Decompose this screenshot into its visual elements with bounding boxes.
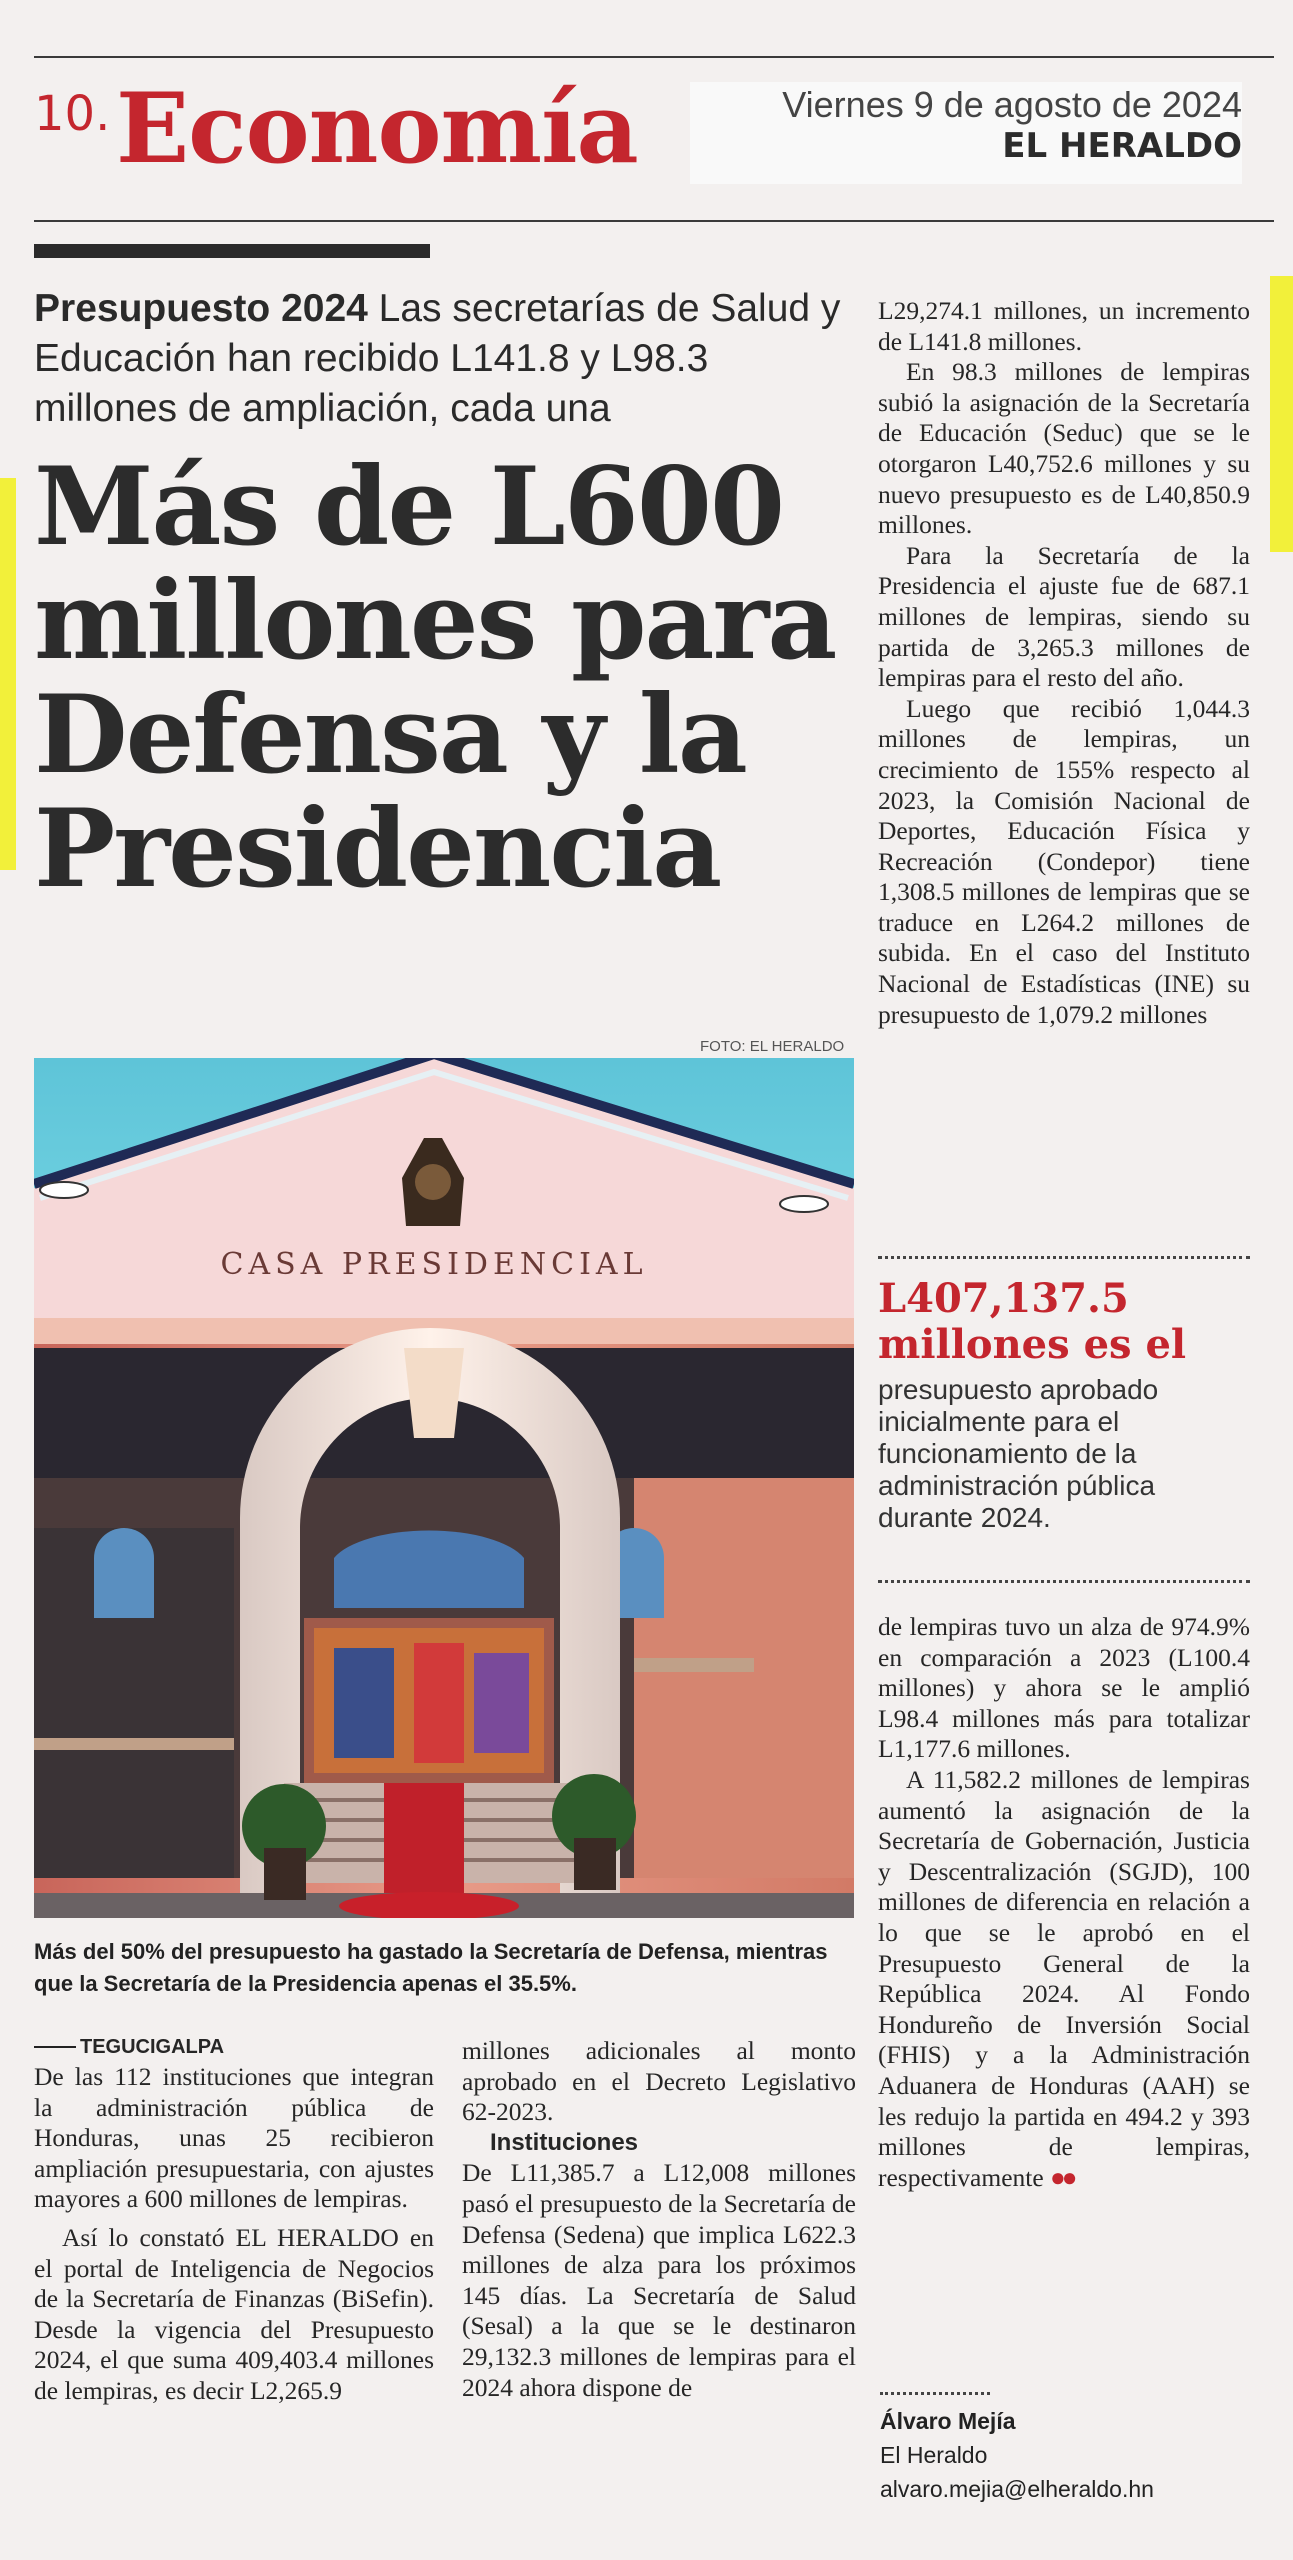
paragraph: En 98.3 millones de lempiras subió la asignación de la Secretaría de Educación (Seduc) que se le otorgaron L40,752.6 millones y su nuevo presupuesto es de L40,850.9 millones.: [878, 357, 1250, 540]
paragraph: millones adicionales al monto aprobado en el Decreto Legislativo 62-2023.: [462, 2036, 856, 2127]
kicker-text: Las secretarías de Salud y Educación han recibido L141.8 y L98.3 millones de ampliación, cada una: [34, 287, 841, 430]
paragraph: de lempiras tuvo un alza de 974.9% en comparación a 2023 (L100.4 millones) y ahora se le amplió L98.4 millones más para totalizar L1,177.6 millones.: [878, 1612, 1250, 1764]
paragraph: [878, 1765, 1250, 2193]
byline: [880, 2404, 1250, 2506]
photo-caption: Más del 50% del presupuesto ha gastado la Secretaría de Defensa, mientras que la Secretaría de la Presidencia apenas el 35.5%.: [34, 1939, 828, 1996]
dateline-dash: [34, 2046, 76, 2048]
header-rule: [34, 220, 1274, 222]
body-column-3: [878, 296, 1250, 1030]
paragraph-text: A 11,582.2 millones de lempiras aumentó la asignación de la Secretaría de Gobernación, Justicia y Descentralización (SGJD), 100 millones de diferencia en relación a lo que se le aprobó en el Presupuesto General de la República 2024. Al Fondo Hondureño de Inversión Social (FHIS) y a la Administración Aduanera de Honduras (AAH) se les redujo la partida en 494.2 y 393 millones de lempiras, respectivamente: [878, 1764, 1250, 2192]
paragraph: L29,274.1 millones, un incremento de L141.8 millones.: [878, 296, 1250, 356]
body-column-2: [462, 2036, 856, 2403]
byline-outlet: El Heraldo: [880, 2442, 988, 2468]
date-box: [690, 82, 1242, 184]
headline-line: millones para: [34, 558, 836, 684]
paragraph: De L11,385.7 a L12,008 millones pasó el presupuesto de la Secretaría de Defensa (Sedena) que implica L622.3 millones de alza para los próximos 145 días. La Secretaría de Salud (Sesal) a la que se le destinaron 29,132.3 millones de lempiras para el 2024 ahora dispone de: [462, 2158, 856, 2402]
photo-credit: FOTO: EL HERALDO: [700, 1038, 845, 1055]
dateline-location: TEGUCIGALPA: [80, 2036, 225, 2058]
callout-figure-unit: millones es el: [878, 1321, 1187, 1368]
callout-box: [878, 1276, 1250, 1534]
kicker-bar: [34, 244, 430, 258]
headline-line: Defensa y la: [34, 672, 746, 798]
callout-divider-top: [878, 1256, 1250, 1259]
headline-line: Presidencia: [34, 786, 721, 912]
subheading: Instituciones: [490, 2128, 639, 2156]
callout-figure: L407,137.5: [878, 1275, 1129, 1322]
callout-divider-bottom: [878, 1580, 1250, 1583]
kicker: [34, 284, 854, 434]
page-number: 10.: [34, 86, 111, 142]
headline-line: Más de L600: [34, 444, 784, 570]
top-rule: [34, 56, 1274, 58]
section-title: Economía: [116, 72, 638, 185]
kicker-bold: Presupuesto 2024: [34, 287, 368, 330]
byline-divider: [880, 2392, 990, 2395]
building-sign-text: CASA PRESIDENCIAL: [220, 1247, 648, 1282]
highlighter-mark-left: [0, 478, 16, 870]
paragraph: De las 112 instituciones que integran la administración pública de Honduras, unas 25 recibieron ampliación presupuestaria, con ajustes mayores a 600 millones de lempiras.: [34, 2062, 434, 2214]
body-column-3-continued: [878, 1612, 1250, 2193]
paragraph: Para la Secretaría de la Presidencia el ajuste fue de 687.1 millones de lempiras, siendo su partida de 3,265.3 millones de lempiras para el resto del año.: [878, 540, 1250, 693]
byline-email: alvaro.mejia@elheraldo.hn: [880, 2476, 1154, 2502]
highlighter-mark-right: [1270, 276, 1293, 552]
paragraph: Luego que recibió 1,044.3 millones de lempiras, un crecimiento de 155% respecto al 2023, la Comisión Nacional de Deportes, Educación Física y Recreación (Condepor) tiene 1,308.5 millones de lempiras que se traduce en L264.2 millones de subida. En el caso del Instituto Nacional de Estadísticas (INE) su presupuesto de 1,079.2 millones: [878, 693, 1250, 1029]
newspaper-name: EL HERALDO: [1002, 126, 1242, 166]
paragraph: Así lo constató EL HERALDO en el portal de Inteligencia de Negocios de la Secretaría de Finanzas (BiSefin). Desde la vigencia del Presupuesto 2024, el que suma 409,403.4 millones de lempiras, es decir L2,265.9: [34, 2222, 434, 2405]
issue-date: Viernes 9 de agosto de 2024: [782, 84, 1242, 125]
body-column-1: [34, 2030, 434, 2407]
callout-text: presupuesto aprobado inicialmente para el funcionamiento de la administración pública durante 2024.: [878, 1374, 1159, 1533]
casa-presidencial-photo: [34, 1058, 854, 1918]
headline: [34, 444, 874, 912]
end-mark-icon: ●●: [1050, 2162, 1074, 2192]
byline-author: Álvaro Mejía: [880, 2408, 1016, 2434]
